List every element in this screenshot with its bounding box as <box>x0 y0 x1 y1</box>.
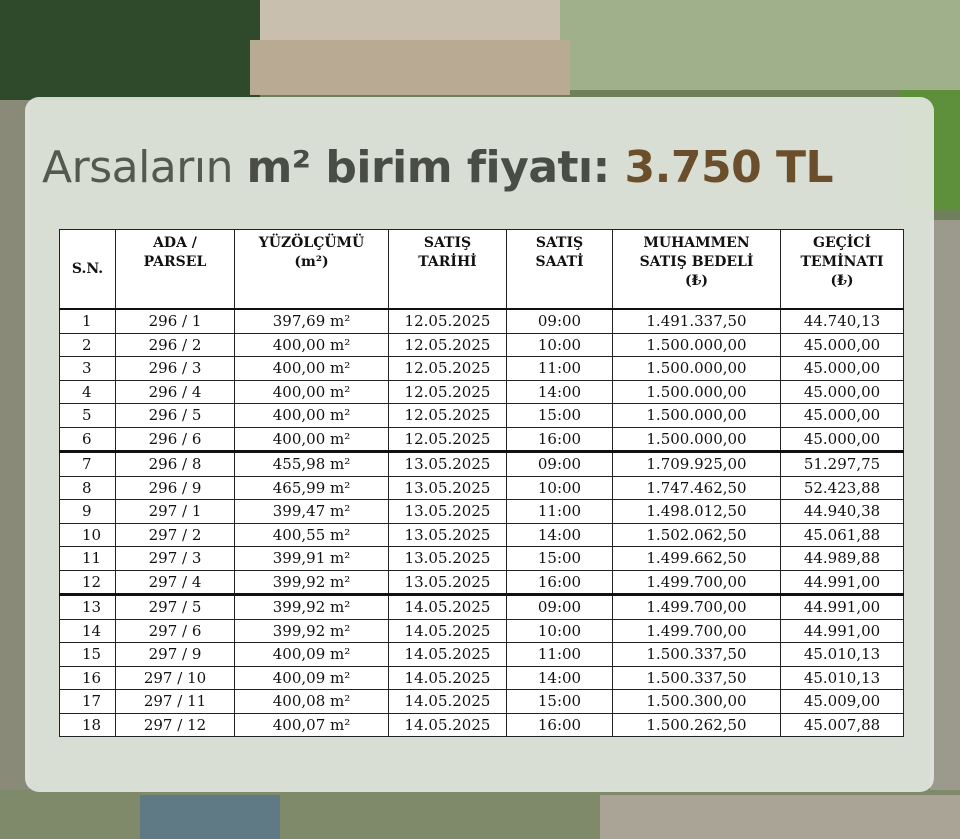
table-cell: 1.499.662,50 <box>613 547 781 571</box>
table-cell: 44.991,00 <box>781 570 904 595</box>
table-cell: 2 <box>60 333 116 357</box>
table-cell: 12.05.2025 <box>389 380 507 404</box>
table-cell: 45.009,00 <box>781 690 904 714</box>
table-cell: 45.010,13 <box>781 666 904 690</box>
table-cell: 1.502.062,50 <box>613 523 781 547</box>
field-area <box>560 0 960 90</box>
table-cell: 13.05.2025 <box>389 570 507 595</box>
table-cell: 11:00 <box>507 357 613 381</box>
table-row <box>60 404 904 428</box>
table-cell: 400,55 m² <box>235 523 389 547</box>
table-cell: 400,00 m² <box>235 404 389 428</box>
table-cell: 1.500.000,00 <box>613 333 781 357</box>
table-cell: 16 <box>60 666 116 690</box>
table-cell: 1.499.700,00 <box>613 595 781 620</box>
table-cell: 15 <box>60 643 116 667</box>
table-cell: 16:00 <box>507 570 613 595</box>
table-cell: 15:00 <box>507 690 613 714</box>
table-cell: 14:00 <box>507 523 613 547</box>
table-cell: 12.05.2025 <box>389 333 507 357</box>
table-cell: 44.940,38 <box>781 500 904 524</box>
table-cell: 1.500.000,00 <box>613 357 781 381</box>
field-area <box>250 40 570 95</box>
table-row <box>60 713 904 737</box>
table-cell: 400,00 m² <box>235 333 389 357</box>
table-cell: 45.000,00 <box>781 380 904 404</box>
table-cell: 15:00 <box>507 404 613 428</box>
table-cell: 12.05.2025 <box>389 309 507 333</box>
table-cell: 400,08 m² <box>235 690 389 714</box>
table-cell: 297 / 3 <box>116 547 235 571</box>
table-row <box>60 570 904 595</box>
table-cell: 296 / 9 <box>116 476 235 500</box>
table-cell: 465,99 m² <box>235 476 389 500</box>
water-channel <box>140 795 280 839</box>
table-cell: 400,09 m² <box>235 643 389 667</box>
table-cell: 09:00 <box>507 595 613 620</box>
table-row <box>60 619 904 643</box>
table-cell: 44.991,00 <box>781 619 904 643</box>
table-cell: 1.500.337,50 <box>613 666 781 690</box>
table-cell: 296 / 2 <box>116 333 235 357</box>
table-cell: 296 / 8 <box>116 452 235 477</box>
street-area <box>930 220 960 820</box>
table-cell: 296 / 6 <box>116 427 235 452</box>
table-cell: 51.297,75 <box>781 452 904 477</box>
table-cell: 12 <box>60 570 116 595</box>
table-row <box>60 476 904 500</box>
table-cell: 11:00 <box>507 643 613 667</box>
table-cell: 400,00 m² <box>235 380 389 404</box>
table-cell: 297 / 2 <box>116 523 235 547</box>
table-cell: 397,69 m² <box>235 309 389 333</box>
table-cell: 12.05.2025 <box>389 427 507 452</box>
table-row <box>60 309 904 333</box>
table-cell: 1 <box>60 309 116 333</box>
table-cell: 297 / 1 <box>116 500 235 524</box>
table-cell: 13.05.2025 <box>389 476 507 500</box>
table-cell: 10 <box>60 523 116 547</box>
column-header: YÜZÖLÇÜMÜ (m²) <box>235 230 389 310</box>
table-cell: 296 / 4 <box>116 380 235 404</box>
title-price: 3.750 TL <box>624 142 834 193</box>
table-cell: 14.05.2025 <box>389 690 507 714</box>
table-cell: 400,07 m² <box>235 713 389 737</box>
table-cell: 10:00 <box>507 619 613 643</box>
table-body <box>60 309 904 737</box>
table-header-row <box>60 230 904 310</box>
table-cell: 13 <box>60 595 116 620</box>
table-cell: 1.491.337,50 <box>613 309 781 333</box>
column-header: SATIŞ TARİHİ <box>389 230 507 310</box>
table-cell: 297 / 10 <box>116 666 235 690</box>
table-cell: 45.000,00 <box>781 357 904 381</box>
table-cell: 10:00 <box>507 476 613 500</box>
column-header: S.N. <box>60 230 116 310</box>
table-cell: 09:00 <box>507 309 613 333</box>
table-cell: 1.500.000,00 <box>613 404 781 428</box>
column-header: ADA / PARSEL <box>116 230 235 310</box>
table-row <box>60 500 904 524</box>
table-cell: 14.05.2025 <box>389 643 507 667</box>
table-row <box>60 547 904 571</box>
table-cell: 10:00 <box>507 333 613 357</box>
table-cell: 45.000,00 <box>781 427 904 452</box>
table-cell: 1.747.462,50 <box>613 476 781 500</box>
column-header: GEÇİCİ TEMİNATI (₺) <box>781 230 904 310</box>
table-row <box>60 357 904 381</box>
table-cell: 09:00 <box>507 452 613 477</box>
table-cell: 399,92 m² <box>235 619 389 643</box>
table-row <box>60 666 904 690</box>
table-cell: 296 / 1 <box>116 309 235 333</box>
table-cell: 13.05.2025 <box>389 500 507 524</box>
table-row <box>60 380 904 404</box>
table-row <box>60 523 904 547</box>
table-cell: 44.740,13 <box>781 309 904 333</box>
table-row <box>60 427 904 452</box>
table-row <box>60 595 904 620</box>
table-cell: 11 <box>60 547 116 571</box>
table-cell: 1.500.262,50 <box>613 713 781 737</box>
table-cell: 14.05.2025 <box>389 713 507 737</box>
column-header: SATIŞ SAATİ <box>507 230 613 310</box>
table-cell: 1.499.700,00 <box>613 570 781 595</box>
table-row <box>60 643 904 667</box>
table-cell: 14.05.2025 <box>389 619 507 643</box>
table-cell: 4 <box>60 380 116 404</box>
table-cell: 18 <box>60 713 116 737</box>
table-cell: 45.007,88 <box>781 713 904 737</box>
table-cell: 45.010,13 <box>781 643 904 667</box>
table-cell: 5 <box>60 404 116 428</box>
table-cell: 1.500.337,50 <box>613 643 781 667</box>
table-cell: 52.423,88 <box>781 476 904 500</box>
table-cell: 16:00 <box>507 427 613 452</box>
table-cell: 1.500.300,00 <box>613 690 781 714</box>
tree-area <box>0 0 260 100</box>
table-cell: 6 <box>60 427 116 452</box>
table-cell: 296 / 5 <box>116 404 235 428</box>
table-cell: 399,92 m² <box>235 595 389 620</box>
page-title <box>42 138 932 198</box>
table-cell: 1.709.925,00 <box>613 452 781 477</box>
table-row <box>60 333 904 357</box>
table-cell: 44.991,00 <box>781 595 904 620</box>
table-cell: 297 / 4 <box>116 570 235 595</box>
table-cell: 297 / 12 <box>116 713 235 737</box>
table-cell: 1.499.700,00 <box>613 619 781 643</box>
table-cell: 45.000,00 <box>781 404 904 428</box>
table-cell: 13.05.2025 <box>389 452 507 477</box>
table-cell: 7 <box>60 452 116 477</box>
table-cell: 14.05.2025 <box>389 666 507 690</box>
table-cell: 1.500.000,00 <box>613 427 781 452</box>
table-cell: 14 <box>60 619 116 643</box>
table-cell: 14:00 <box>507 380 613 404</box>
table-cell: 12.05.2025 <box>389 404 507 428</box>
table-cell: 14.05.2025 <box>389 595 507 620</box>
table-cell: 45.000,00 <box>781 333 904 357</box>
table-cell: 13.05.2025 <box>389 547 507 571</box>
table-cell: 399,92 m² <box>235 570 389 595</box>
table-cell: 455,98 m² <box>235 452 389 477</box>
table-cell: 400,00 m² <box>235 427 389 452</box>
table-cell: 297 / 6 <box>116 619 235 643</box>
table-cell: 399,91 m² <box>235 547 389 571</box>
table-cell: 399,47 m² <box>235 500 389 524</box>
table-cell: 400,09 m² <box>235 666 389 690</box>
table-cell: 12.05.2025 <box>389 357 507 381</box>
table-cell: 400,00 m² <box>235 357 389 381</box>
table-cell: 297 / 11 <box>116 690 235 714</box>
table-cell: 15:00 <box>507 547 613 571</box>
table-cell: 16:00 <box>507 713 613 737</box>
title-prefix: Arsaların <box>42 142 247 193</box>
title-unit-price-label: m² birim fiyatı: <box>246 142 625 193</box>
table-cell: 3 <box>60 357 116 381</box>
table-cell: 13.05.2025 <box>389 523 507 547</box>
table-cell: 8 <box>60 476 116 500</box>
table-cell: 296 / 3 <box>116 357 235 381</box>
table-cell: 1.500.000,00 <box>613 380 781 404</box>
table-row <box>60 452 904 477</box>
table-cell: 297 / 9 <box>116 643 235 667</box>
table-cell: 1.498.012,50 <box>613 500 781 524</box>
table-row <box>60 690 904 714</box>
table-cell: 14:00 <box>507 666 613 690</box>
table-cell: 9 <box>60 500 116 524</box>
table-cell: 17 <box>60 690 116 714</box>
column-header: MUHAMMEN SATIŞ BEDELİ (₺) <box>613 230 781 310</box>
table-cell: 297 / 5 <box>116 595 235 620</box>
table-cell: 11:00 <box>507 500 613 524</box>
building-area <box>600 795 960 839</box>
table-cell: 44.989,88 <box>781 547 904 571</box>
table-cell: 45.061,88 <box>781 523 904 547</box>
auction-table <box>59 229 904 737</box>
